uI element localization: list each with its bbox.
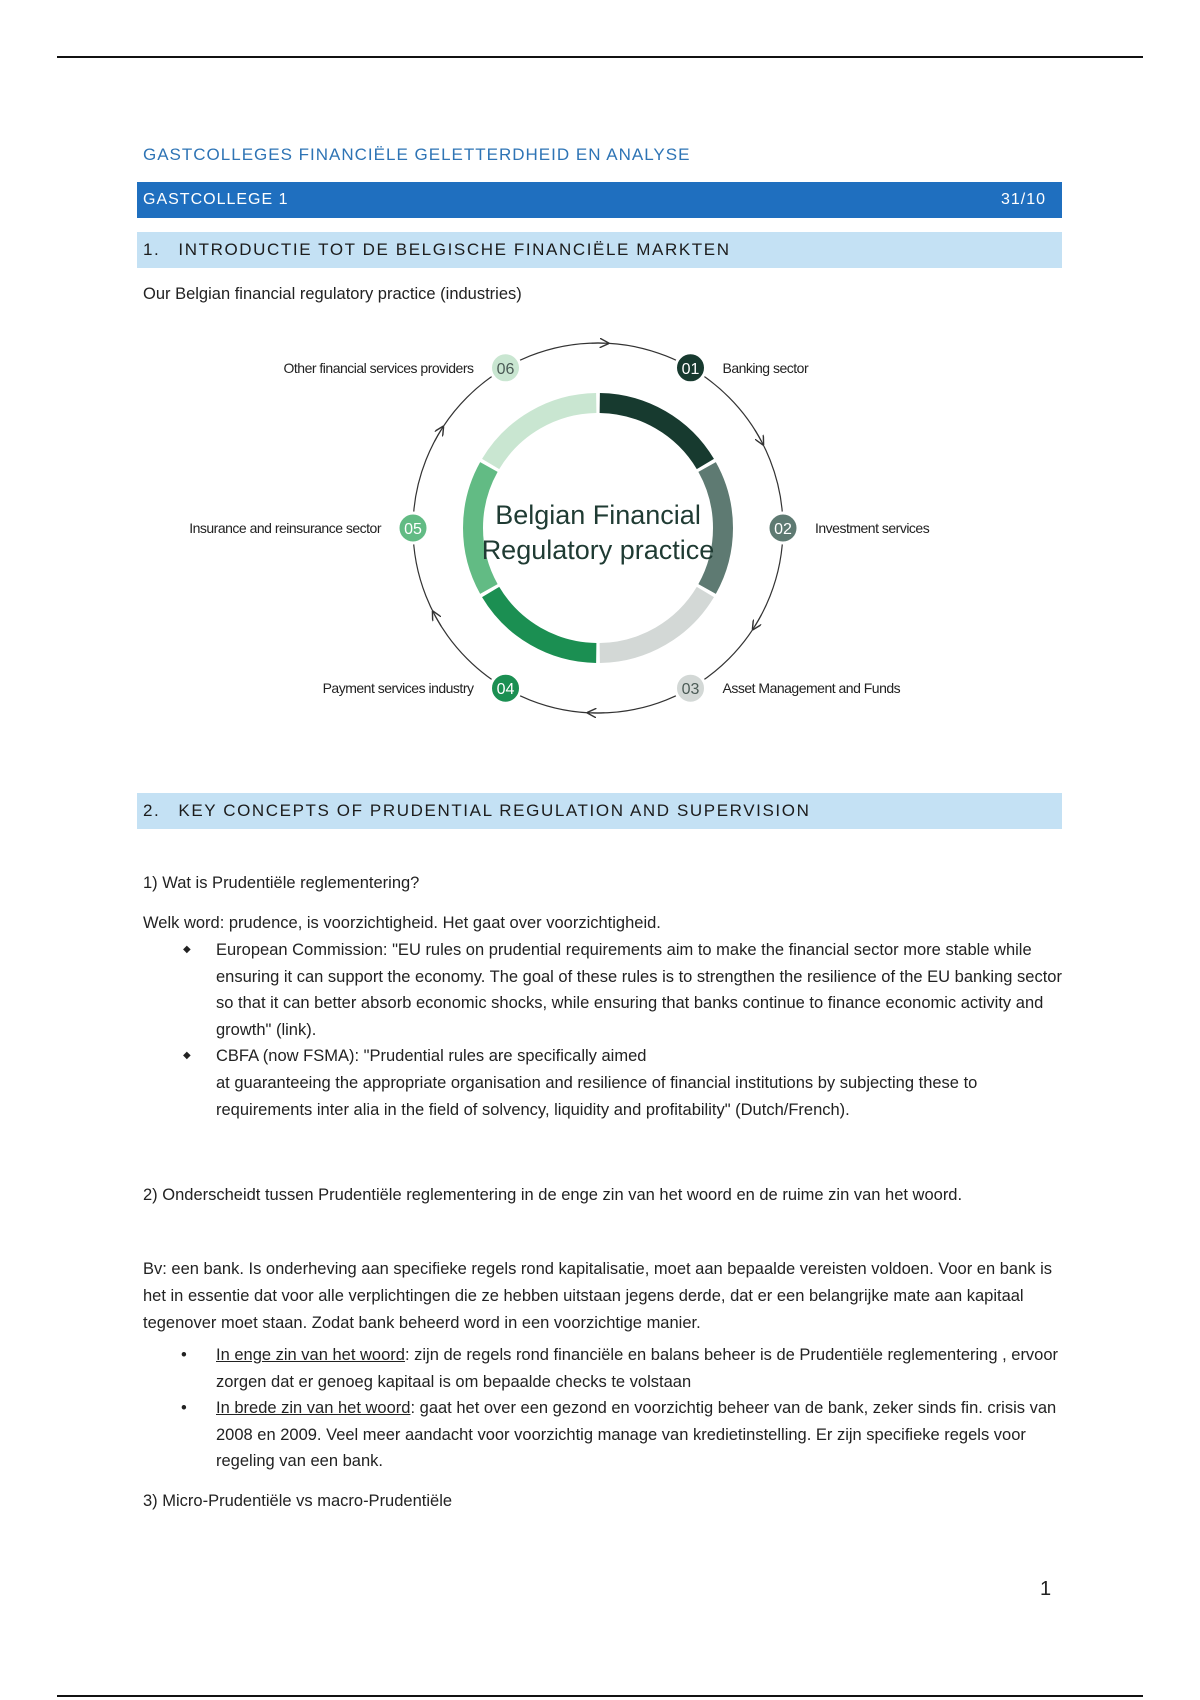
ring-segment-06 [491,403,597,464]
ring-segment-03 [600,592,706,653]
section-title: INTRODUCTIE TOT DE BELGISCHE FINANCIËLE MARKTEN [178,240,731,259]
ring-segment-05 [473,467,489,589]
section-heading-2 [137,793,1062,829]
question-1-answer: Welk word: prudence, is voorzichtigheid. Het gaat over voorzichtigheid. [143,914,661,932]
ring-segment-04 [491,592,597,653]
bottom-rule [57,1695,1143,1697]
node-number-05: 05 [404,521,422,538]
node-label-04: Payment services industry [322,680,474,697]
section-intro: Our Belgian financial regulatory practice (industries) [143,285,522,303]
node-label-05: Insurance and reinsurance sector [189,520,381,536]
center-title-line1: Belgian Financial [495,500,701,530]
node-number-01: 01 [681,360,700,378]
node-label-06: Other financial services providers [283,359,474,376]
node-number-06: 06 [496,360,515,378]
node-label-02: Investment services [815,520,930,536]
ring-segment-01 [600,403,706,464]
list-item: ◆ European Commission: "EU rules on prudential requirements aim to make the financial sector more stable while ensuring it can support the economy. The goal of these rules is to strengthen the resilience of the EU banking sector so that it can better absorb economic shocks, while ensuring that banks continue to finance economic activity and growth" (link). [143,937,1063,1043]
term-broad: In brede zin van het woord [216,1399,411,1418]
list-item: ◆ CBFA (now FSMA): "Prudential rules are specifically aimed at guaranteeing the appropriate organisation and resilience of financial institutions by subjecting these to requirements inter alia in the field of solvency, liquidity and profitability" (Dutch/French). [143,1043,1063,1123]
question-2-answer: Bv: een bank. Is onderheving aan specifieke regels rond kapitalisatie, moet aan bepaalde vereisten voldoen. Voor en bank is het in essentie dat voor alle verplichtingen die ze hebben uitstaan jegens derde, dat er een belangrijke mate aan kapitaal tegenover moet staan. Zodat bank beheerd word in een voorzichtige manier. [143,1260,1053,1332]
cycle-arrow [755,430,761,441]
cycle-arrow [435,430,441,441]
question-3: 3) Micro-Prudentiële vs macro-Prudentiële [143,1492,453,1510]
lecture-date: 31/10 [1000,191,1046,208]
cycle-arrow [755,615,761,626]
term-narrow: In enge zin van het woord [216,1346,405,1364]
node-number-02: 02 [774,521,792,538]
section-title: KEY CONCEPTS OF PRUDENTIAL REGULATION AND SUPERVISION [178,801,811,820]
question-2: 2) Onderscheidt tussen Prudentiële reglementering in de enge zin van het woord en de ruime zin van het woord. [143,1186,963,1204]
cycle-arrow [435,615,441,626]
diagram-svg [150,325,970,725]
list-item: • In enge zin van het woord: zijn de regels rond financiële en balans beheer is de Prudentiële reglementering , ervoor zorgen dat er genoeg kapitaal is om bepaalde checks te volstaan [143,1342,1063,1395]
section-number: 1. [143,240,161,259]
regulatory-practice-diagram [150,325,970,725]
lecture-title: GASTCOLLEGE 1 [143,191,289,208]
question-2-bullets [143,1342,1063,1475]
node-number-04: 04 [496,681,515,699]
ring-segment-02 [707,467,723,589]
section-number: 2. [143,801,161,820]
question-1-bullets [143,937,1063,1123]
section-heading-1 [137,232,1062,268]
list-item: • In brede zin van het woord: gaat het over een gezond en voorzichtig beheer van de bank, zeker sinds fin. crisis van 2008 en 2009. Veel meer aandacht voor voorzichtig manage van kredietinstelling. Er zijn specifieke regels voor regeling van een bank. [143,1395,1063,1475]
node-label-01: Banking sector [722,359,809,376]
question-1: 1) Wat is Prudentiële reglementering? [143,874,420,892]
center-title-line2: Regulatory practice [481,535,715,565]
node-label-03: Asset Management and Funds [722,680,901,697]
lecture-header-bar [137,182,1062,218]
node-number-03: 03 [681,681,700,699]
document-title: GASTCOLLEGES FINANCIËLE GELETTERDHEID EN ANALYSE [143,145,691,164]
page-number: 1 [1040,1578,1052,1600]
top-rule [57,56,1143,58]
